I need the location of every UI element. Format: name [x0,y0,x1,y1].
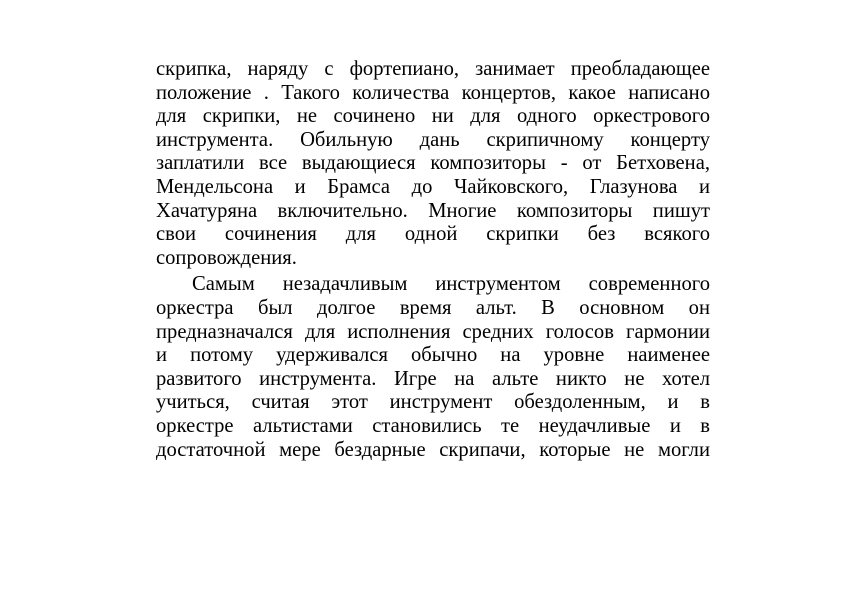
text-line: и потому удерживался обычно на уровне наименее [156,344,710,367]
text-line: предназначался для исполнения средних голосов гармонии [156,320,710,343]
text-line: заплатили все выдающиеся композиторы - от Бетховена, [156,152,710,175]
text-line: инструмента. Обильную дань скрипичному концерту [156,128,710,151]
paragraph-violin [156,58,710,270]
text-line: развитого инструмента. Игре на альте никто не хотел [156,367,710,390]
text-line: для скрипки, не сочинено ни для одного оркестрового [156,105,710,128]
text-line: скрипка, наряду с фортепиано, занимает преобладающее [156,58,710,80]
text-line: свои сочинения для одной скрипки без всякого [156,223,710,246]
text-line: сопровождения. [156,246,297,269]
text-line: Хачатуряна включительно. Многие композиторы пишут [156,199,710,222]
text-line: оркестра был долгое время альт. В основном он [156,296,710,319]
text-line: учиться, считая этот инструмент обездоленным, и в [156,391,710,414]
text-line: достаточной мере бездарные скрипачи, которые не могли [156,438,710,461]
text-line: положение . Такого количества концертов, какое написано [156,81,710,104]
paragraph-viola [156,273,710,462]
text-line: оркестре альтистами становились те неудачливые и в [156,414,710,437]
document-body [156,58,710,462]
text-line: Мендельсона и Брамса до Чайковского, Глазунова и [156,175,710,198]
text-line: Самым незадачливым инструментом современного [192,273,710,296]
